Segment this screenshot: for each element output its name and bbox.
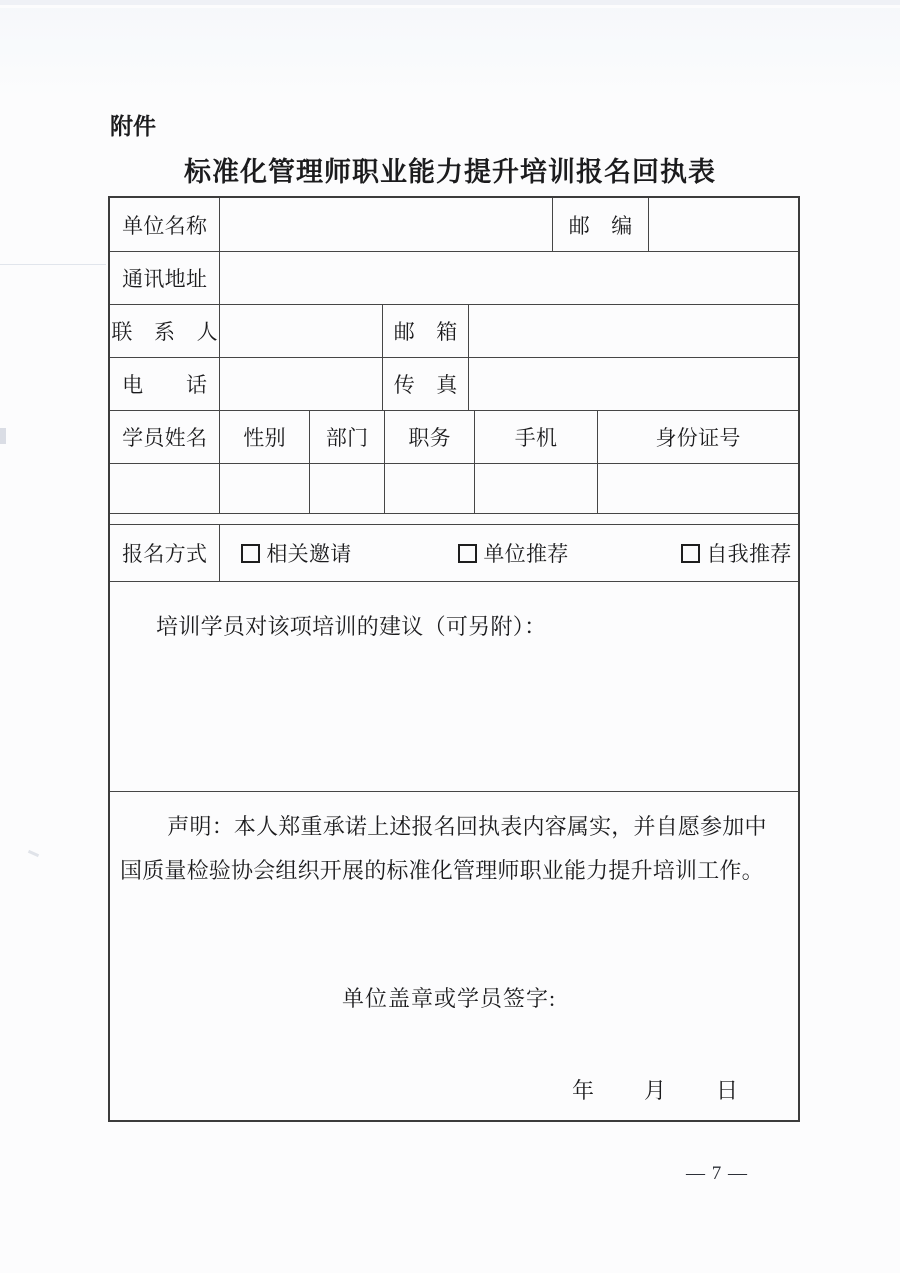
checkbox-icon[interactable] bbox=[458, 544, 477, 563]
student-gender-cell[interactable] bbox=[220, 464, 309, 514]
student-name-cell[interactable] bbox=[110, 464, 220, 514]
registration-options-cell bbox=[220, 525, 798, 582]
contact-input[interactable] bbox=[220, 305, 383, 358]
checkbox-icon[interactable] bbox=[241, 544, 260, 563]
page-title: 标准化管理师职业能力提升培训报名回执表 bbox=[184, 157, 716, 187]
phone-input[interactable] bbox=[220, 358, 383, 411]
option-invitation[interactable] bbox=[241, 538, 351, 568]
row-contact bbox=[110, 305, 798, 358]
scan-artifact-top-edge bbox=[0, 0, 900, 5]
row-separator-strip bbox=[110, 514, 798, 525]
option-unit-recommendation[interactable] bbox=[458, 538, 568, 568]
suggestions-cell[interactable] bbox=[110, 582, 798, 792]
suggestion-label: 培训学员对该项培训的建议（可另附）： bbox=[156, 614, 547, 639]
separator-strip-cell bbox=[110, 514, 798, 525]
scan-artifact-left-mark bbox=[0, 428, 6, 444]
registration-form-table bbox=[108, 196, 800, 1122]
declaration-text: 声明：本人郑重承诺上述报名回执表内容属实，并自愿参加中国质量检验协会组织开展的标准化管理师职业能力提升培训工作。 bbox=[120, 814, 767, 883]
email-label: 邮 箱 bbox=[383, 305, 469, 358]
option-unit-recommendation-label: 单位推荐 bbox=[483, 542, 569, 566]
student-mobile-cell[interactable] bbox=[475, 464, 598, 514]
declaration-cell bbox=[110, 792, 798, 1124]
checkbox-icon[interactable] bbox=[681, 544, 700, 563]
student-header-position: 职务 bbox=[385, 411, 474, 464]
student-header-id-number: 身份证号 bbox=[598, 411, 798, 464]
row-student-entry bbox=[110, 464, 798, 514]
fax-label: 传 真 bbox=[383, 358, 469, 411]
postal-code-label: 邮 编 bbox=[553, 198, 648, 252]
phone-label: 电 话 bbox=[110, 358, 220, 411]
address-label: 通讯地址 bbox=[110, 252, 220, 305]
fax-input[interactable] bbox=[469, 358, 798, 411]
row-phone bbox=[110, 358, 798, 411]
contact-label: 联 系 人 bbox=[110, 305, 220, 358]
option-invitation-label: 相关邀请 bbox=[266, 542, 352, 566]
date-label: 年 月 日 bbox=[572, 1078, 741, 1103]
scan-artifact-noise-band bbox=[0, 8, 900, 100]
row-unit-name bbox=[110, 198, 798, 252]
option-self-recommendation[interactable] bbox=[681, 538, 791, 568]
row-suggestions bbox=[110, 582, 798, 792]
row-student-header bbox=[110, 411, 798, 464]
student-position-cell[interactable] bbox=[385, 464, 474, 514]
row-registration-method bbox=[110, 525, 798, 582]
registration-method-label: 报名方式 bbox=[110, 525, 220, 582]
row-declaration bbox=[110, 792, 798, 1124]
attachment-label: 附件 bbox=[110, 113, 156, 139]
scan-artifact-line bbox=[0, 264, 106, 265]
option-self-recommendation-label: 自我推荐 bbox=[706, 542, 792, 566]
postal-code-input[interactable] bbox=[649, 198, 798, 252]
scan-artifact-small-mark bbox=[28, 850, 39, 857]
student-id-number-cell[interactable] bbox=[598, 464, 798, 514]
signature-label: 单位盖章或学员签字: bbox=[342, 986, 557, 1011]
page-number: — 7 — bbox=[686, 1163, 748, 1184]
email-input[interactable] bbox=[469, 305, 798, 358]
student-header-mobile: 手机 bbox=[475, 411, 598, 464]
student-department-cell[interactable] bbox=[310, 464, 386, 514]
student-header-name: 学员姓名 bbox=[110, 411, 220, 464]
student-header-gender: 性别 bbox=[220, 411, 309, 464]
address-input[interactable] bbox=[220, 252, 798, 305]
student-header-department: 部门 bbox=[310, 411, 386, 464]
row-address bbox=[110, 252, 798, 305]
unit-name-label: 单位名称 bbox=[110, 198, 220, 252]
unit-name-input[interactable] bbox=[220, 198, 553, 252]
